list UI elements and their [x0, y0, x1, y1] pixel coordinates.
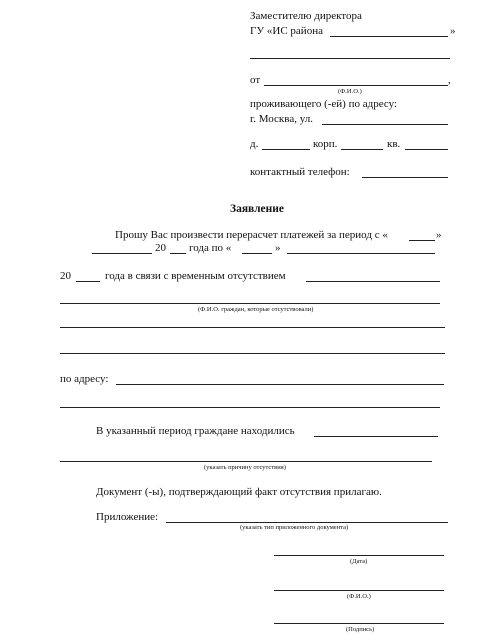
from-comma: , — [448, 74, 451, 86]
to-date-label: года по « — [189, 242, 232, 254]
absentees-caption: (Ф.И.О. граждан, которые отсутствовали) — [198, 306, 314, 313]
signature-line — [274, 623, 444, 624]
from-label: от — [250, 74, 261, 86]
start-month-line — [92, 253, 152, 254]
apartment-line — [405, 149, 448, 150]
recipient-title: Заместителю директора — [250, 10, 362, 22]
building-line — [341, 149, 383, 150]
recipient-org-line — [330, 36, 448, 37]
apartment-label: кв. — [387, 138, 401, 150]
start-day-line — [409, 240, 435, 241]
signature-caption: (Подпись) — [346, 626, 375, 633]
end-year-line — [76, 281, 100, 282]
reason-line — [60, 461, 432, 462]
absentees-line-1 — [60, 303, 440, 304]
documents-text: Документ (-ы), подтверждающий факт отсутствия прилагаю. — [96, 486, 382, 498]
start-year-prefix: 20 — [155, 242, 166, 254]
recipient-extra-line — [250, 58, 450, 59]
phone-label: контактный телефон: — [250, 166, 350, 178]
residing-label: проживающего (-ей) по адресу: — [250, 98, 398, 110]
request-text: Прошу Вас произвести перерасчет платежей за период с « — [115, 229, 388, 241]
end-day-quote: » — [275, 242, 281, 254]
date-line — [274, 555, 444, 556]
absence-text: года в связи с временным отсутствием — [105, 270, 286, 282]
start-day-quote: » — [436, 229, 442, 241]
attachment-line — [166, 522, 448, 523]
end-year-prefix: 20 — [60, 270, 71, 282]
building-label: корп. — [313, 138, 338, 150]
absence-line — [306, 281, 440, 282]
city-street-label: г. Москва, ул. — [250, 113, 313, 125]
absentees-line-2 — [60, 327, 445, 328]
phone-line — [362, 177, 448, 178]
address-line-2 — [60, 407, 440, 408]
absentees-line-3 — [60, 353, 445, 354]
address-line-1 — [116, 384, 444, 385]
document-title: Заявление — [230, 203, 285, 215]
from-fio-caption: (Ф.И.О.) — [338, 88, 362, 95]
location-text: В указанный период граждане находились — [96, 425, 295, 437]
signer-fio-line — [274, 590, 444, 591]
end-day-line — [242, 253, 272, 254]
signer-fio-caption: (Ф.И.О.) — [347, 593, 371, 600]
street-line — [322, 124, 448, 125]
house-line — [262, 149, 310, 150]
reason-caption: (указать причину отсутствия) — [204, 464, 286, 471]
location-line — [314, 436, 438, 437]
recipient-org-label: ГУ «ИС района — [250, 25, 323, 37]
recipient-org-quote: » — [450, 25, 456, 37]
attachment-caption: (указать тип приложенного документа) — [240, 524, 349, 531]
end-month-line — [287, 253, 435, 254]
house-label: д. — [250, 138, 259, 150]
attachment-label: Приложение: — [96, 511, 159, 523]
start-year-line — [170, 253, 186, 254]
from-name-line — [264, 85, 448, 86]
address-label: по адресу: — [60, 373, 109, 385]
date-caption: (Дата) — [350, 558, 368, 565]
